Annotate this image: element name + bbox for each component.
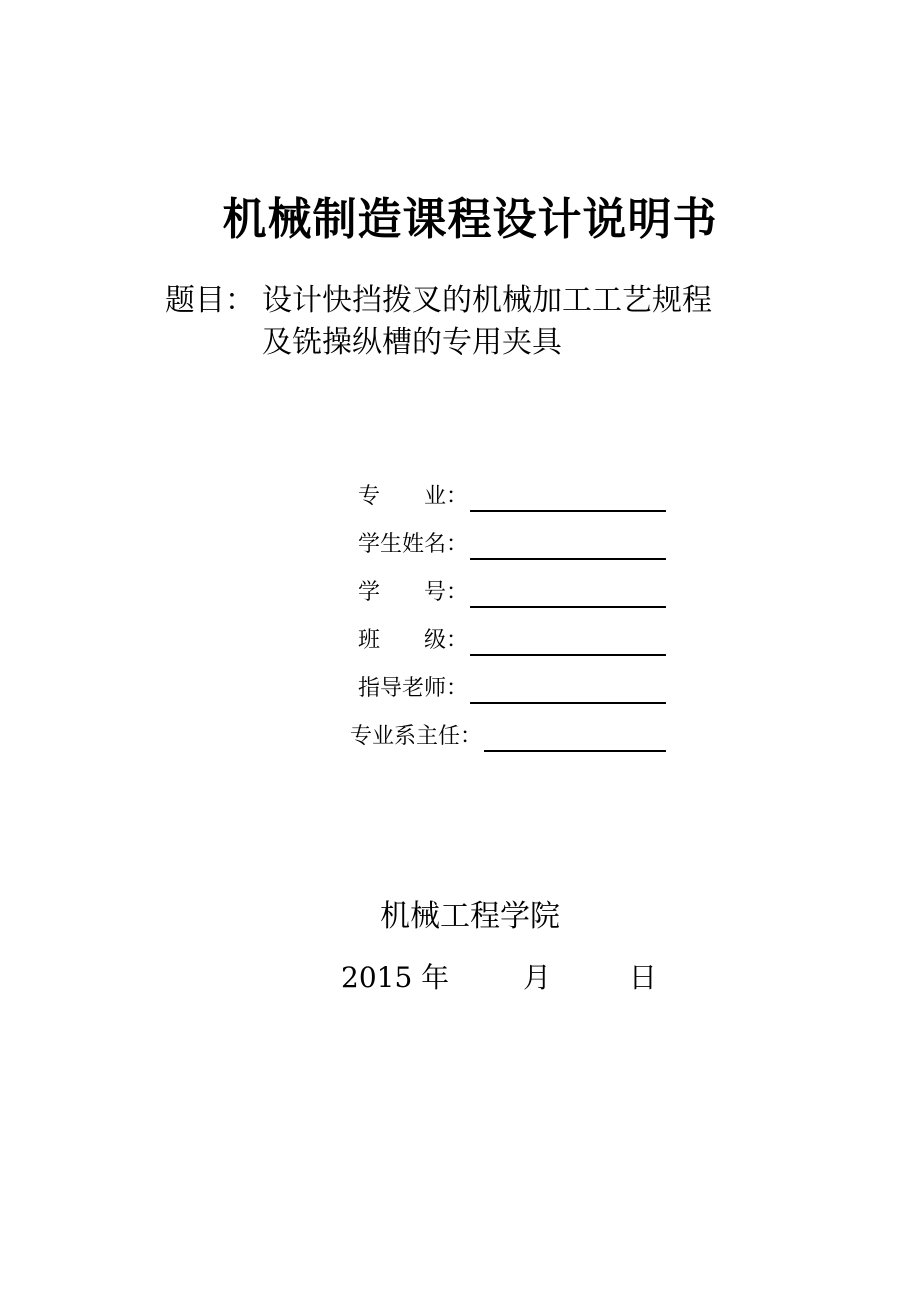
date-line [341,958,657,998]
field-student-name-line[interactable] [470,534,666,560]
field-student-id [358,578,666,608]
field-major-line[interactable] [470,486,666,512]
field-department-head-line[interactable] [484,726,666,752]
field-student-name-label: 学生姓名： [357,532,468,557]
subject-row-1 [165,280,712,322]
subject-label: 题目： [165,283,255,318]
field-major [358,482,666,512]
date-year: 2015 年 [341,961,450,994]
field-class-line[interactable] [470,630,666,656]
document-title: 机械制造课程设计说明书 [222,194,718,245]
field-class-label: 班 级： [357,628,468,653]
field-advisor [358,674,666,704]
subject-block [165,280,712,364]
field-department-head [350,722,666,752]
field-student-name [358,530,666,560]
field-department-head-label: 专业系主任： [349,724,482,749]
field-major-label: 专 业： [357,484,468,509]
date-day: 日 [628,961,657,994]
subject-row-2 [165,322,712,364]
field-advisor-line[interactable] [470,678,666,704]
subject-line-2: 及铣操纵槽的专用夹具 [262,325,562,360]
subject-line-1: 设计快挡拨叉的机械加工工艺规程 [262,283,712,318]
field-student-id-label: 学 号： [357,580,468,605]
field-student-id-line[interactable] [470,582,666,608]
field-advisor-label: 指导老师： [357,676,468,701]
field-class [358,626,666,656]
school-name: 机械工程学院 [380,899,560,934]
date-month: 月 [522,961,551,994]
